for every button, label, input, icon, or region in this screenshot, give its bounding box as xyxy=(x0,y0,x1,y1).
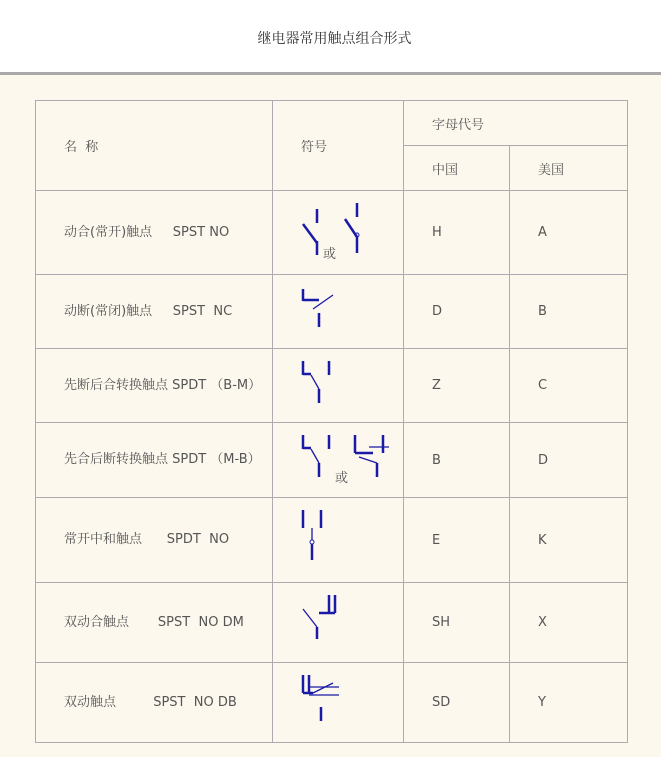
table-row xyxy=(36,423,628,498)
contact-name: 双动触点 SPST NO DB xyxy=(36,663,273,743)
contact-name: 先合后断转换触点 SPDT （M-B） xyxy=(36,423,273,498)
or-label: 或 xyxy=(323,247,337,262)
code-china: D xyxy=(404,275,510,349)
changeover-contact-symbol-icon xyxy=(273,349,403,423)
code-usa: K xyxy=(510,498,628,583)
contact-name: 动合(常开)触点 SPST NO xyxy=(36,191,273,275)
code-china: SH xyxy=(404,583,510,663)
header-usa: 美国 xyxy=(510,146,628,191)
table-row xyxy=(36,498,628,583)
code-china: Z xyxy=(404,349,510,423)
table-row xyxy=(36,349,628,423)
code-usa: B xyxy=(510,275,628,349)
table-row xyxy=(36,275,628,349)
table-row xyxy=(36,191,628,275)
code-china: B xyxy=(404,423,510,498)
center-off-contact-symbol-icon xyxy=(273,498,403,583)
make-contact-symbol-icon xyxy=(273,191,403,275)
double-break-contact-symbol-icon xyxy=(273,663,403,743)
code-usa: C xyxy=(510,349,628,423)
make-before-break-symbol-icon xyxy=(273,423,403,498)
contact-symbol xyxy=(273,583,404,663)
table-row xyxy=(36,663,628,743)
contact-name: 先断后合转换触点 SPDT （B-M） xyxy=(36,349,273,423)
code-usa: A xyxy=(510,191,628,275)
code-china: E xyxy=(404,498,510,583)
contact-symbol xyxy=(273,498,404,583)
contact-symbol xyxy=(273,349,404,423)
contact-name: 常开中和触点 SPDT NO xyxy=(36,498,273,583)
code-usa: D xyxy=(510,423,628,498)
contact-name: 双动合触点 SPST NO DM xyxy=(36,583,273,663)
code-usa: X xyxy=(510,583,628,663)
code-china: SD xyxy=(404,663,510,743)
table-header-row xyxy=(36,101,628,146)
contact-symbol xyxy=(273,275,404,349)
page-title: 继电器常用触点组合形式 xyxy=(257,31,412,47)
header-letter-code: 字母代号 xyxy=(404,101,628,146)
break-contact-symbol-icon xyxy=(273,275,403,349)
double-make-contact-symbol-icon xyxy=(273,583,403,663)
contact-symbol xyxy=(273,191,404,275)
code-usa: Y xyxy=(510,663,628,743)
header-name: 名 称 xyxy=(36,101,273,191)
table-row xyxy=(36,583,628,663)
contact-forms-table xyxy=(35,100,628,743)
contact-symbol xyxy=(273,663,404,743)
or-label: 或 xyxy=(335,471,349,486)
header-symbol: 符号 xyxy=(273,101,404,191)
header-china: 中国 xyxy=(404,146,510,191)
code-china: H xyxy=(404,191,510,275)
contact-name: 动断(常闭)触点 SPST NC xyxy=(36,275,273,349)
contact-symbol xyxy=(273,423,404,498)
